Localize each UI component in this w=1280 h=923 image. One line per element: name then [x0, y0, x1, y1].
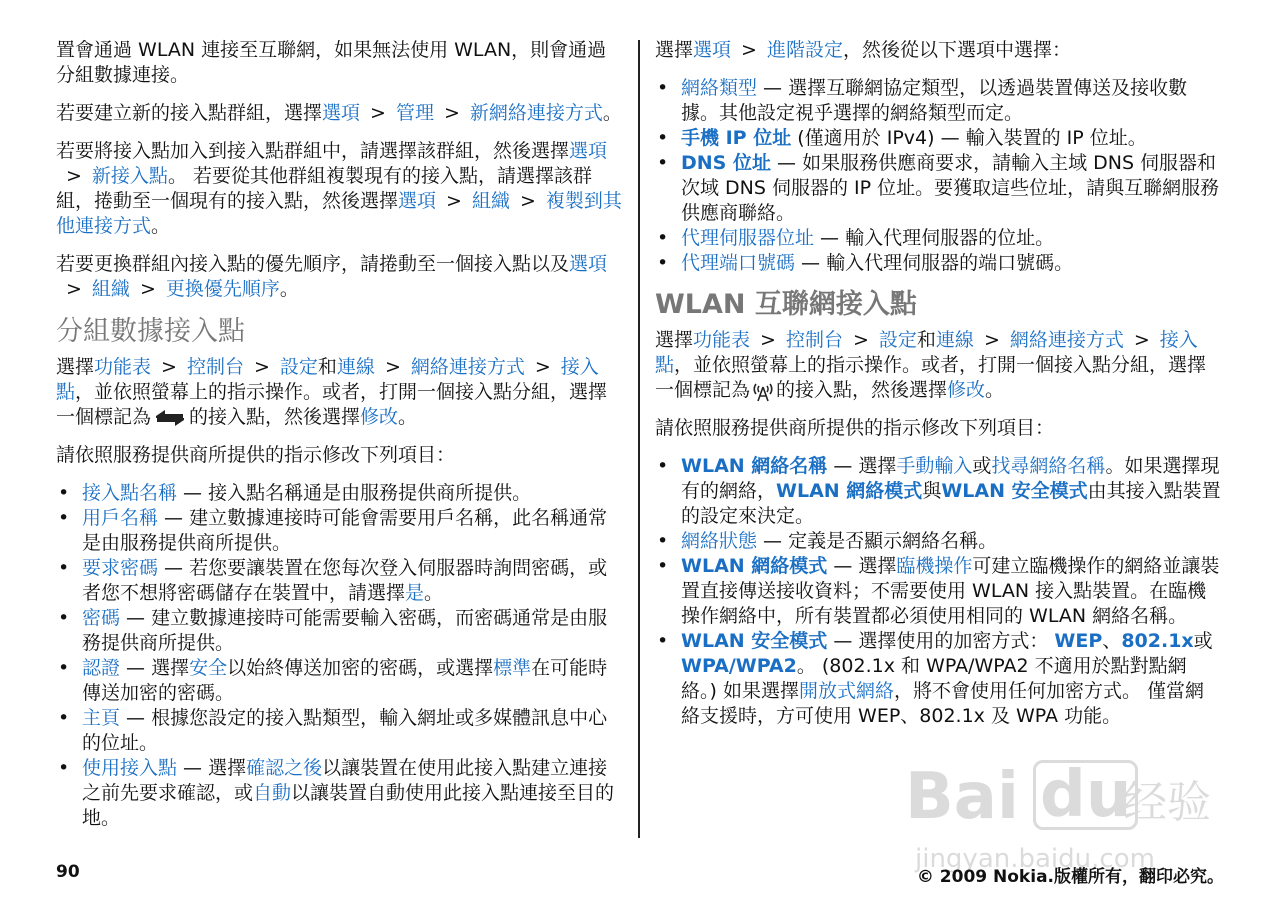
link-connectivity[interactable]: 連線: [336, 356, 375, 378]
term-phone-ip[interactable]: 手機 IP 位址: [681, 127, 792, 149]
link-wlan-security[interactable]: WLAN 安全模式: [941, 480, 1088, 502]
list-item: • WLAN 網絡名稱 — 選擇手動輸入或找尋網絡名稱。如果選擇現有的網絡，WLAN 網絡模式與WLAN 安全模式由其接入點裝置的設定來決定。: [655, 454, 1221, 529]
link-normal[interactable]: 標準: [493, 657, 532, 679]
link-wep[interactable]: WEP: [1054, 630, 1103, 652]
link-manual-entry[interactable]: 手動輸入: [896, 455, 973, 477]
list-item: • DNS 位址 — 如果服務供應商要求，請輸入主域 DNS 伺服器和次域 DNS 伺服器的 IP 位址。要獲取這些位址，請與互聯網服務供應商聯絡。: [655, 151, 1221, 226]
link-search-names[interactable]: 找尋網絡名稱: [991, 455, 1106, 477]
link-yes[interactable]: 是: [405, 582, 425, 604]
link-secure[interactable]: 安全: [189, 657, 228, 679]
left-column: [56, 38, 622, 843]
watermark-brand: Bai: [905, 760, 1019, 834]
link-menu[interactable]: 功能表: [693, 329, 751, 351]
term-network-status[interactable]: 網絡狀態: [681, 530, 758, 552]
section-heading: WLAN 互聯網接入點: [655, 289, 917, 320]
term-dns[interactable]: DNS 位址: [681, 152, 771, 174]
list-item: • WLAN 安全模式 — 選擇使用的加密方式： WEP、802.1x或 WPA/WPA2。 (802.1x 和 WPA/WPA2 不適用於點對點網絡。) 如果選擇開放式網絡，將不會使用任何加密方式。 僅當網絡支援時，方可使用 WEP、802.1x 及 WPA 功能。: [655, 629, 1221, 729]
link-options[interactable]: 選項: [322, 102, 361, 124]
copyright: © 2009 Nokia.版權所有，翻印必究。: [916, 867, 1224, 887]
list-item: • 手機 IP 位址 (僅適用於 IPv4) — 輸入裝置的 IP 位址。: [655, 126, 1221, 151]
term-proxy-address[interactable]: 代理伺服器位址: [681, 227, 815, 249]
link-ad-hoc[interactable]: 臨機操作: [896, 555, 973, 577]
column-divider: [638, 40, 640, 838]
link-access-point[interactable]: 接入點: [655, 329, 1198, 376]
page-number: 90: [56, 862, 80, 882]
link-access-point[interactable]: 接入點: [56, 356, 599, 403]
term-username[interactable]: 用戶名稱: [82, 507, 159, 529]
link-wlan-mode[interactable]: WLAN 網絡模式: [776, 480, 923, 502]
paragraph: 若要更換群組內接入點的優先順序，請捲動至一個接入點以及選項> 組織 > 更換優先順序。: [56, 253, 608, 300]
paragraph: 若要將接入點加入到接入點群組中，請選擇該群組，然後選擇選項> 新接入點。 若要從其他群組複製現有的接入點，請選擇該群組，捲動至一個現有的接入點，然後選擇選項 > 組織 > 複製到其他連接方式。: [56, 140, 622, 237]
paragraph: 選擇功能表 > 控制台 > 設定和連線 > 網絡連接方式 > 接入點，並依照螢幕上的指示操作。或者，打開一個接入點分組，選擇一個標記為 的接入點，然後選擇修改。: [56, 356, 608, 428]
wlan-antenna-icon: [752, 380, 774, 402]
list-item: • 網絡狀態 — 定義是否顯示網絡名稱。: [655, 529, 1221, 554]
link-control-panel[interactable]: 控制台: [785, 329, 843, 351]
watermark-url: jingyan.baidu.com: [915, 844, 1155, 874]
term-network-type[interactable]: 網絡類型: [681, 77, 758, 99]
link-organize[interactable]: 組織: [471, 190, 510, 212]
list-item: • 用戶名稱 — 建立數據連接時可能會需要用戶名稱，此名稱通常是由服務提供商所提供。: [56, 506, 622, 556]
link-conn-methods[interactable]: 網絡連接方式: [410, 356, 525, 378]
link-manage[interactable]: 管理: [395, 102, 434, 124]
term-ap-name[interactable]: 接入點名稱: [82, 482, 178, 504]
link-options[interactable]: 選項: [569, 140, 608, 162]
link-open-network[interactable]: 開放式網絡: [798, 680, 894, 702]
paragraph: 選擇選項 > 進階設定，然後從以下選項中選擇：: [655, 39, 1071, 61]
watermark-brand-box: du: [1033, 760, 1138, 830]
term-use-ap[interactable]: 使用接入點: [82, 757, 178, 779]
link-copy[interactable]: 複製到其他連接方式: [56, 190, 622, 237]
section-heading: 分組數據接入點: [56, 316, 245, 347]
term-prompt-password[interactable]: 要求密碼: [82, 557, 159, 579]
link-automatic[interactable]: 自動: [253, 782, 292, 804]
link-8021x[interactable]: 802.1x: [1121, 630, 1194, 652]
link-after-confirm[interactable]: 確認之後: [246, 757, 323, 779]
list-item: • 代理端口號碼 — 輸入代理伺服器的端口號碼。: [655, 251, 1221, 276]
settings-list: [56, 481, 622, 831]
link-conn-methods[interactable]: 網絡連接方式: [1009, 329, 1124, 351]
link-settings[interactable]: 設定: [279, 356, 318, 378]
link-organize[interactable]: 組織: [91, 278, 130, 300]
term-homepage[interactable]: 主頁: [82, 707, 121, 729]
link-options[interactable]: 選項: [693, 39, 732, 61]
list-item: • WLAN 網絡模式 — 選擇臨機操作可建立臨機操作的網絡並讓裝置直接傳送接收資料；不需要使用 WLAN 接入點裝置。在臨機操作網絡中，所有裝置都必須使用相同的 WLAN 網絡名稱。: [655, 554, 1221, 629]
link-new-method[interactable]: 新網絡連接方式: [469, 102, 603, 124]
paragraph: 若要建立新的接入點群組，選擇選項 > 管理 > 新網絡連接方式。: [56, 102, 622, 124]
list-item: • 密碼 — 建立數據連接時可能需要輸入密碼，而密碼通常是由服務提供商所提供。: [56, 606, 622, 656]
term-password[interactable]: 密碼: [82, 607, 121, 629]
packet-data-icon: [153, 408, 187, 428]
list-item: • 使用接入點 — 選擇確認之後以讓裝置在使用此接入點建立連接之前先要求確認，或自動以讓裝置自動使用此接入點連接至目的地。: [56, 756, 622, 831]
watermark-brand-cn: 经验: [1123, 777, 1211, 828]
term-wlan-name[interactable]: WLAN 網絡名稱: [681, 455, 828, 477]
paragraph: 選擇功能表 > 控制台 > 設定和連線 > 網絡連接方式 > 接入點，並依照螢幕上的指示操作。或者，打開一個接入點分組，選擇一個標記為 的接入點，然後選擇修改。: [655, 329, 1207, 401]
link-control-panel[interactable]: 控制台: [186, 356, 244, 378]
link-options[interactable]: 選項: [569, 253, 608, 275]
paragraph: 置會通過 WLAN 連接至互聯網，如果無法使用 WLAN，則會通過分組數據連接。: [56, 39, 607, 86]
link-new-ap[interactable]: 新接入點: [91, 165, 168, 187]
list-item: • 接入點名稱 — 接入點名稱通是由服務提供商所提供。: [56, 481, 622, 506]
list-item: • 網絡類型 — 選擇互聯網協定類型，以透過裝置傳送及接收數據。其他設定視乎選擇的網絡類型而定。: [655, 76, 1221, 126]
link-edit[interactable]: 修改: [360, 406, 399, 428]
link-settings[interactable]: 設定: [878, 329, 917, 351]
link-wpa[interactable]: WPA/WPA2: [681, 655, 797, 677]
list-item: • 認證 — 選擇安全以始終傳送加密的密碼，或選擇標準在可能時傳送加密的密碼。: [56, 656, 622, 706]
list-item: • 代理伺服器位址 — 輸入代理伺服器的位址。: [655, 226, 1221, 251]
link-change-priority[interactable]: 更換優先順序: [165, 278, 280, 300]
paragraph: 請依照服務提供商所提供的指示修改下列項目：: [655, 417, 1055, 439]
term-authentication[interactable]: 認證: [82, 657, 121, 679]
list-item: • 要求密碼 — 若您要讓裝置在您每次登入伺服器時詢問密碼，或者您不想將密碼儲存在裝置中，請選擇是。: [56, 556, 622, 606]
link-advanced-settings[interactable]: 進階設定: [766, 39, 843, 61]
term-wlan-mode[interactable]: WLAN 網絡模式: [681, 555, 828, 577]
link-menu[interactable]: 功能表: [94, 356, 152, 378]
advanced-list: [655, 76, 1221, 276]
paragraph: 請依照服務提供商所提供的指示修改下列項目：: [56, 444, 456, 466]
term-wlan-security[interactable]: WLAN 安全模式: [681, 630, 828, 652]
link-edit[interactable]: 修改: [947, 379, 986, 401]
list-item: • 主頁 — 根據您設定的接入點類型，輸入網址或多媒體訊息中心的位址。: [56, 706, 622, 756]
term-proxy-port[interactable]: 代理端口號碼: [681, 252, 796, 274]
link-connectivity[interactable]: 連線: [935, 329, 974, 351]
link-options[interactable]: 選項: [398, 190, 437, 212]
wlan-list: [655, 454, 1221, 729]
right-column: [655, 38, 1221, 741]
